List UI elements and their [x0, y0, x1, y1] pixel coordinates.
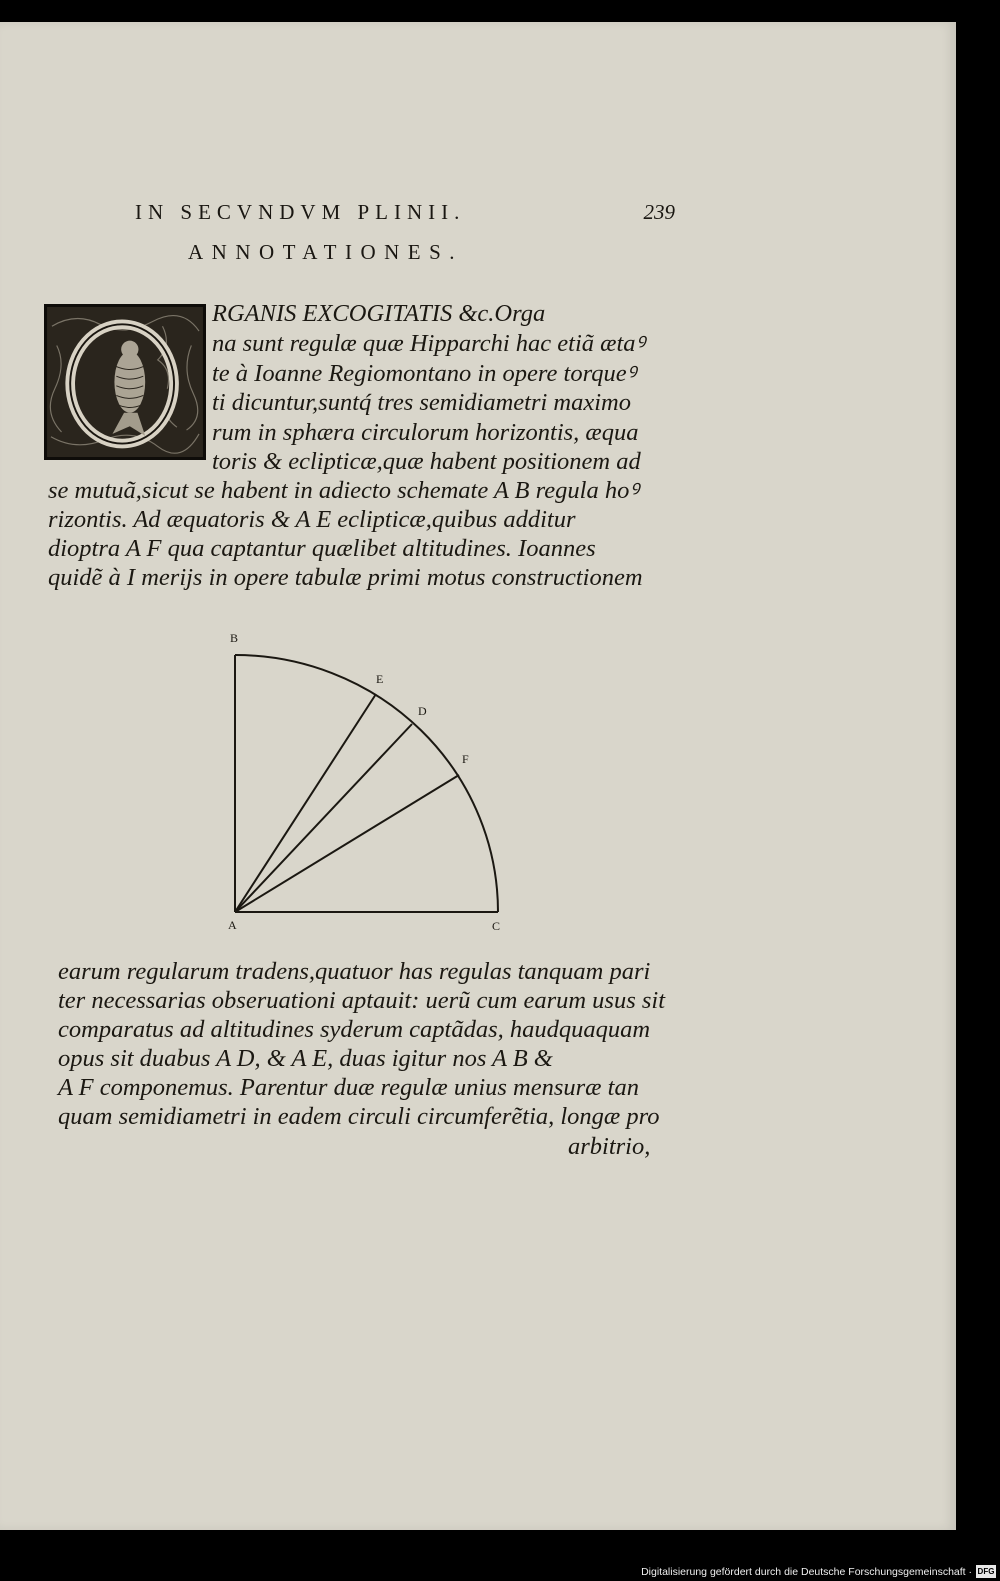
section-title: ANNOTATIONES. — [188, 240, 464, 264]
quadrant-diagram — [180, 617, 540, 947]
running-title: IN SECVNDVM PLINII. — [135, 200, 466, 224]
radius-af — [235, 775, 459, 912]
quadrant-arc — [235, 655, 498, 912]
text-line: earum regularum tradens,quatuor has regulas tanquam pari — [58, 958, 651, 985]
text-line: ter necessarias obseruationi aptauit: uerũ cum earum usus sit — [58, 987, 666, 1014]
label-d: D — [418, 704, 427, 718]
label-a: A — [228, 918, 237, 932]
viewer-footer — [0, 1559, 1000, 1581]
book-page — [0, 22, 956, 1530]
digitization-credit: Digitalisierung gefördert durch die Deutsche Forschungsgemeinschaft · — [641, 1566, 972, 1578]
text-line: quam semidiametri in eadem circuli circumferẽtia, longæ pro — [58, 1103, 660, 1130]
text-line: se mutuã,sicut se habent in adiecto schemate A B regula hoꝰ — [48, 477, 639, 504]
radius-ae — [235, 694, 376, 912]
label-f: F — [462, 752, 469, 766]
text-line: dioptra A F qua captantur quælibet altitudines. Ioannes — [48, 535, 596, 562]
label-e: E — [376, 672, 384, 686]
text-line: rum in sphæra circulorum horizontis, æqua — [212, 419, 639, 446]
woodcut-initial-icon — [47, 307, 203, 457]
label-c: C — [492, 919, 501, 933]
text-line: toris & eclipticæ,quæ habent positionem ad — [212, 448, 641, 475]
text-line: ti dicuntur,suntq́ tres semidiametri maximo — [212, 389, 631, 416]
text-line: A F componemus. Parentur duæ regulæ unius mensuræ tan — [58, 1074, 639, 1101]
text-line: te à Ioanne Regiomontano in opere torqueꝰ — [212, 360, 636, 387]
decorated-initial-o — [44, 304, 206, 460]
text-line: quidẽ à I merijs in opere tabulæ primi motus constructionem — [48, 564, 643, 591]
text-line: opus sit duabus A D, & A E, duas igitur nos A B & — [58, 1045, 553, 1072]
radius-ad — [235, 724, 412, 912]
dfg-logo-icon: DFG — [977, 1567, 995, 1576]
folio-number: 239 — [643, 200, 675, 224]
text-line: RGANIS EXCOGITATIS &c.Orga — [212, 300, 546, 327]
text-line: rizontis. Ad æquatoris & A E eclipticæ,quibus additur — [48, 506, 576, 533]
catchword: arbitrio, — [568, 1133, 651, 1160]
text-line: comparatus ad altitudines syderum captãdas, haudquaquam — [58, 1016, 651, 1043]
label-b: B — [230, 631, 239, 645]
text-line: na sunt regulæ quæ Hipparchi hac etiã ætaꝰ — [212, 330, 645, 357]
running-head — [135, 200, 675, 232]
